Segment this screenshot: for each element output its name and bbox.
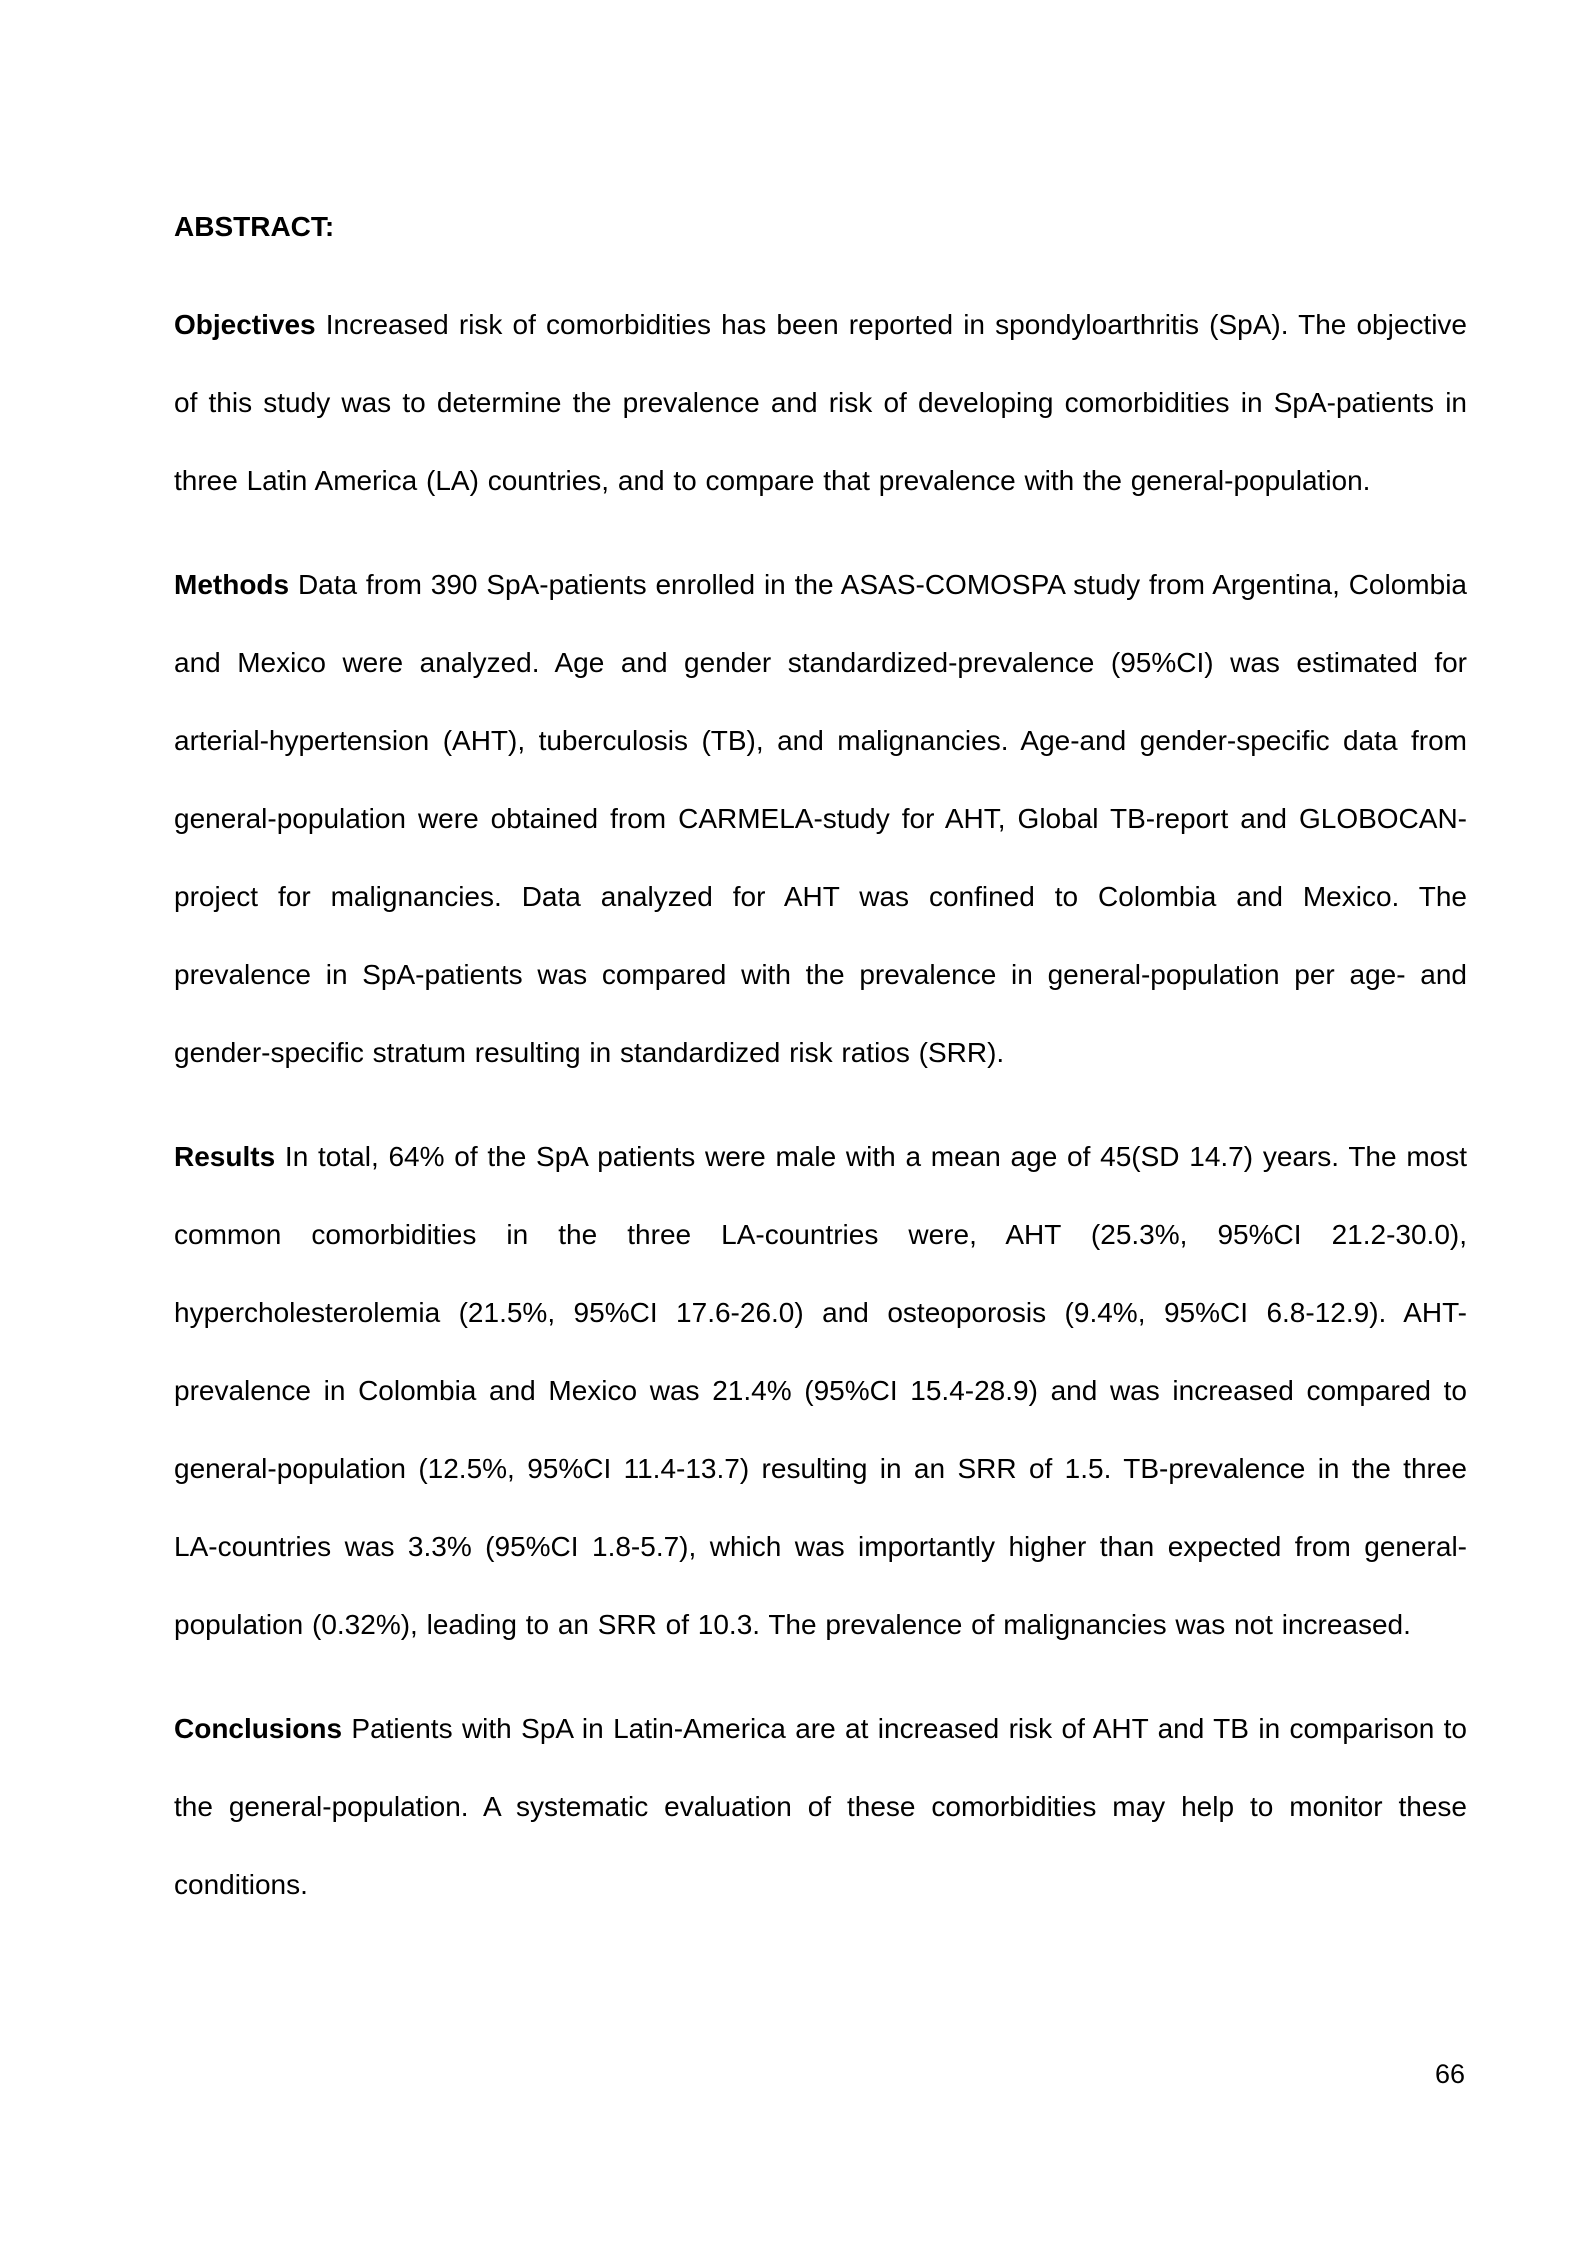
paragraph-text-objectives: Increased risk of comorbidities has been reported in spondyloarthritis (SpA). The objective of this study was to determine the prevalence and risk of developing comorbidities in SpA-patients in three Latin America (LA) countries, and to compare that prevalence with the general-population. bbox=[174, 309, 1467, 496]
paragraph-text-results: In total, 64% of the SpA patients were male with a mean age of 45(SD 14.7) years. The most common comorbidities in the three LA-countries were, AHT (25.3%, 95%CI 21.2-30.0), hypercholesterolemia (21.5%, 95%CI 17.6-26.0) and osteoporosis (9.4%, 95%CI 6.8-12.9). AHT-prevalence in Colombia and Mexico was 21.4% (95%CI 15.4-28.9) and was increased compared to general-population (12.5%, 95%CI 11.4-13.7) resulting in an SRR of 1.5. TB-prevalence in the three LA-countries was 3.3% (95%CI 1.8-5.7), which was importantly higher than expected from general-population (0.32%), leading to an SRR of 10.3. The prevalence of malignancies was not increased. bbox=[174, 1141, 1467, 1640]
abstract-heading: ABSTRACT: bbox=[174, 211, 335, 242]
paragraph-label-objectives: Objectives bbox=[174, 309, 316, 340]
paragraph-label-results: Results bbox=[174, 1141, 276, 1172]
paragraph-label-conclusions: Conclusions bbox=[174, 1713, 343, 1744]
paragraph-objectives bbox=[174, 286, 1467, 520]
paragraph-label-methods: Methods bbox=[174, 569, 290, 600]
paragraph-text-methods: Data from 390 SpA-patients enrolled in the ASAS-COMOSPA study from Argentina, Colombia and Mexico were analyzed. Age and gender standardized-prevalence (95%CI) was estimated for arterial-hypertension (AHT), tuberculosis (TB), and malignancies. Age-and gender-specific data from general-population were obtained from CARMELA-study for AHT, Global TB-report and GLOBOCAN-project for malignancies. Data analyzed for AHT was confined to Colombia and Mexico. The prevalence in SpA-patients was compared with the prevalence in general-population per age- and gender-specific stratum resulting in standardized risk ratios (SRR). bbox=[174, 569, 1467, 1068]
paragraph-methods bbox=[174, 546, 1467, 1092]
paragraph-results bbox=[174, 1118, 1467, 1664]
page-number: 66 bbox=[1434, 2059, 1465, 2089]
paragraph-text-conclusions: Patients with SpA in Latin-America are at increased risk of AHT and TB in comparison to the general-population. A systematic evaluation of these comorbidities may help to monitor these conditions. bbox=[174, 1713, 1467, 1900]
paragraph-conclusions bbox=[174, 1690, 1467, 1924]
